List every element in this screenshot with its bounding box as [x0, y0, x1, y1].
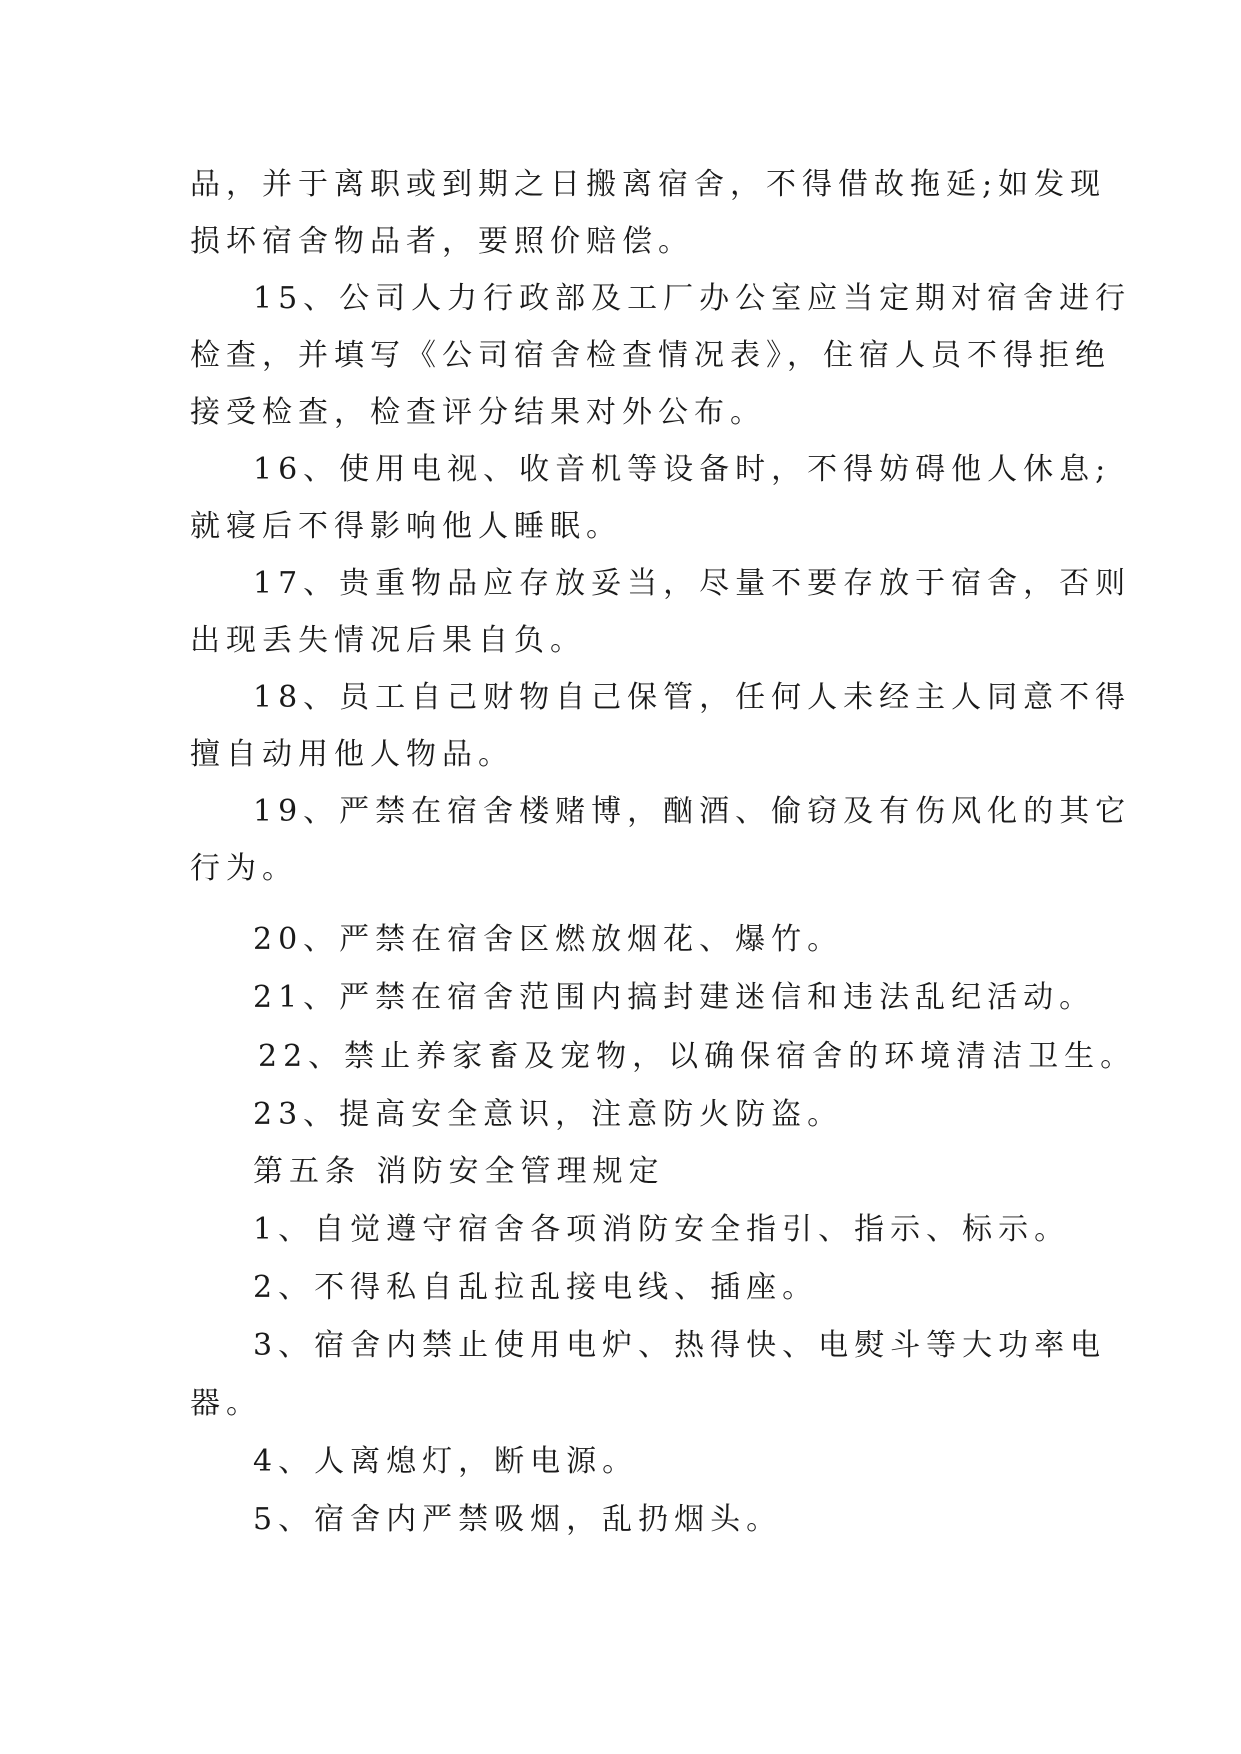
text-line-4: 检查，并填写《公司宿舍检查情况表》，住宿人员不得拒绝: [190, 338, 1111, 373]
text-line-10: 18、员工自己财物自己保管，任何人未经主人同意不得: [253, 680, 1132, 715]
text-line-13: 行为。: [190, 851, 298, 886]
text-line-7: 就寝后不得影响他人睡眠。: [190, 509, 622, 544]
text-line-1: 品，并于离职或到期之日搬离宿舍，不得借故拖延;如发现: [190, 167, 1107, 202]
text-line-16: 22、禁止养家畜及宠物，以确保宿舍的环境清洁卫生。: [258, 1039, 1137, 1074]
text-line-15: 21、严禁在宿舍范围内搞封建迷信和违法乱纪活动。: [253, 980, 1096, 1015]
text-line-5: 接受检查，检查评分结果对外公布。: [190, 395, 766, 430]
text-line-14: 20、严禁在宿舍区燃放烟花、爆竹。: [253, 922, 844, 957]
text-line-19: 1、自觉遵守宿舍各项消防安全指引、指示、标示。: [253, 1212, 1071, 1247]
text-line-23: 4、人离熄灯，断电源。: [253, 1444, 639, 1479]
text-line-2: 损坏宿舍物品者，要照价赔偿。: [190, 224, 694, 259]
text-line-11: 擅自动用他人物品。: [190, 737, 514, 772]
text-line-6: 16、使用电视、收音机等设备时，不得妨碍他人休息;: [253, 452, 1112, 487]
text-line-17: 23、提高安全意识，注意防火防盗。: [253, 1097, 844, 1132]
text-line-20: 2、不得私自乱拉乱接电线、插座。: [253, 1270, 819, 1305]
text-line-21: 3、宿舍内禁止使用电炉、热得快、电熨斗等大功率电: [253, 1328, 1107, 1363]
section-heading: 第五条 消防安全管理规定: [253, 1154, 665, 1189]
text-line-24: 5、宿舍内严禁吸烟，乱扔烟头。: [253, 1502, 783, 1537]
text-line-9: 出现丢失情况后果自负。: [190, 623, 586, 658]
text-line-22: 器。: [190, 1386, 262, 1421]
text-line-12: 19、严禁在宿舍楼赌博，酗酒、偷窃及有伤风化的其它: [253, 794, 1132, 829]
text-line-3: 15、公司人力行政部及工厂办公室应当定期对宿舍进行: [253, 281, 1132, 316]
text-line-8: 17、贵重物品应存放妥当，尽量不要存放于宿舍，否则: [253, 566, 1132, 601]
